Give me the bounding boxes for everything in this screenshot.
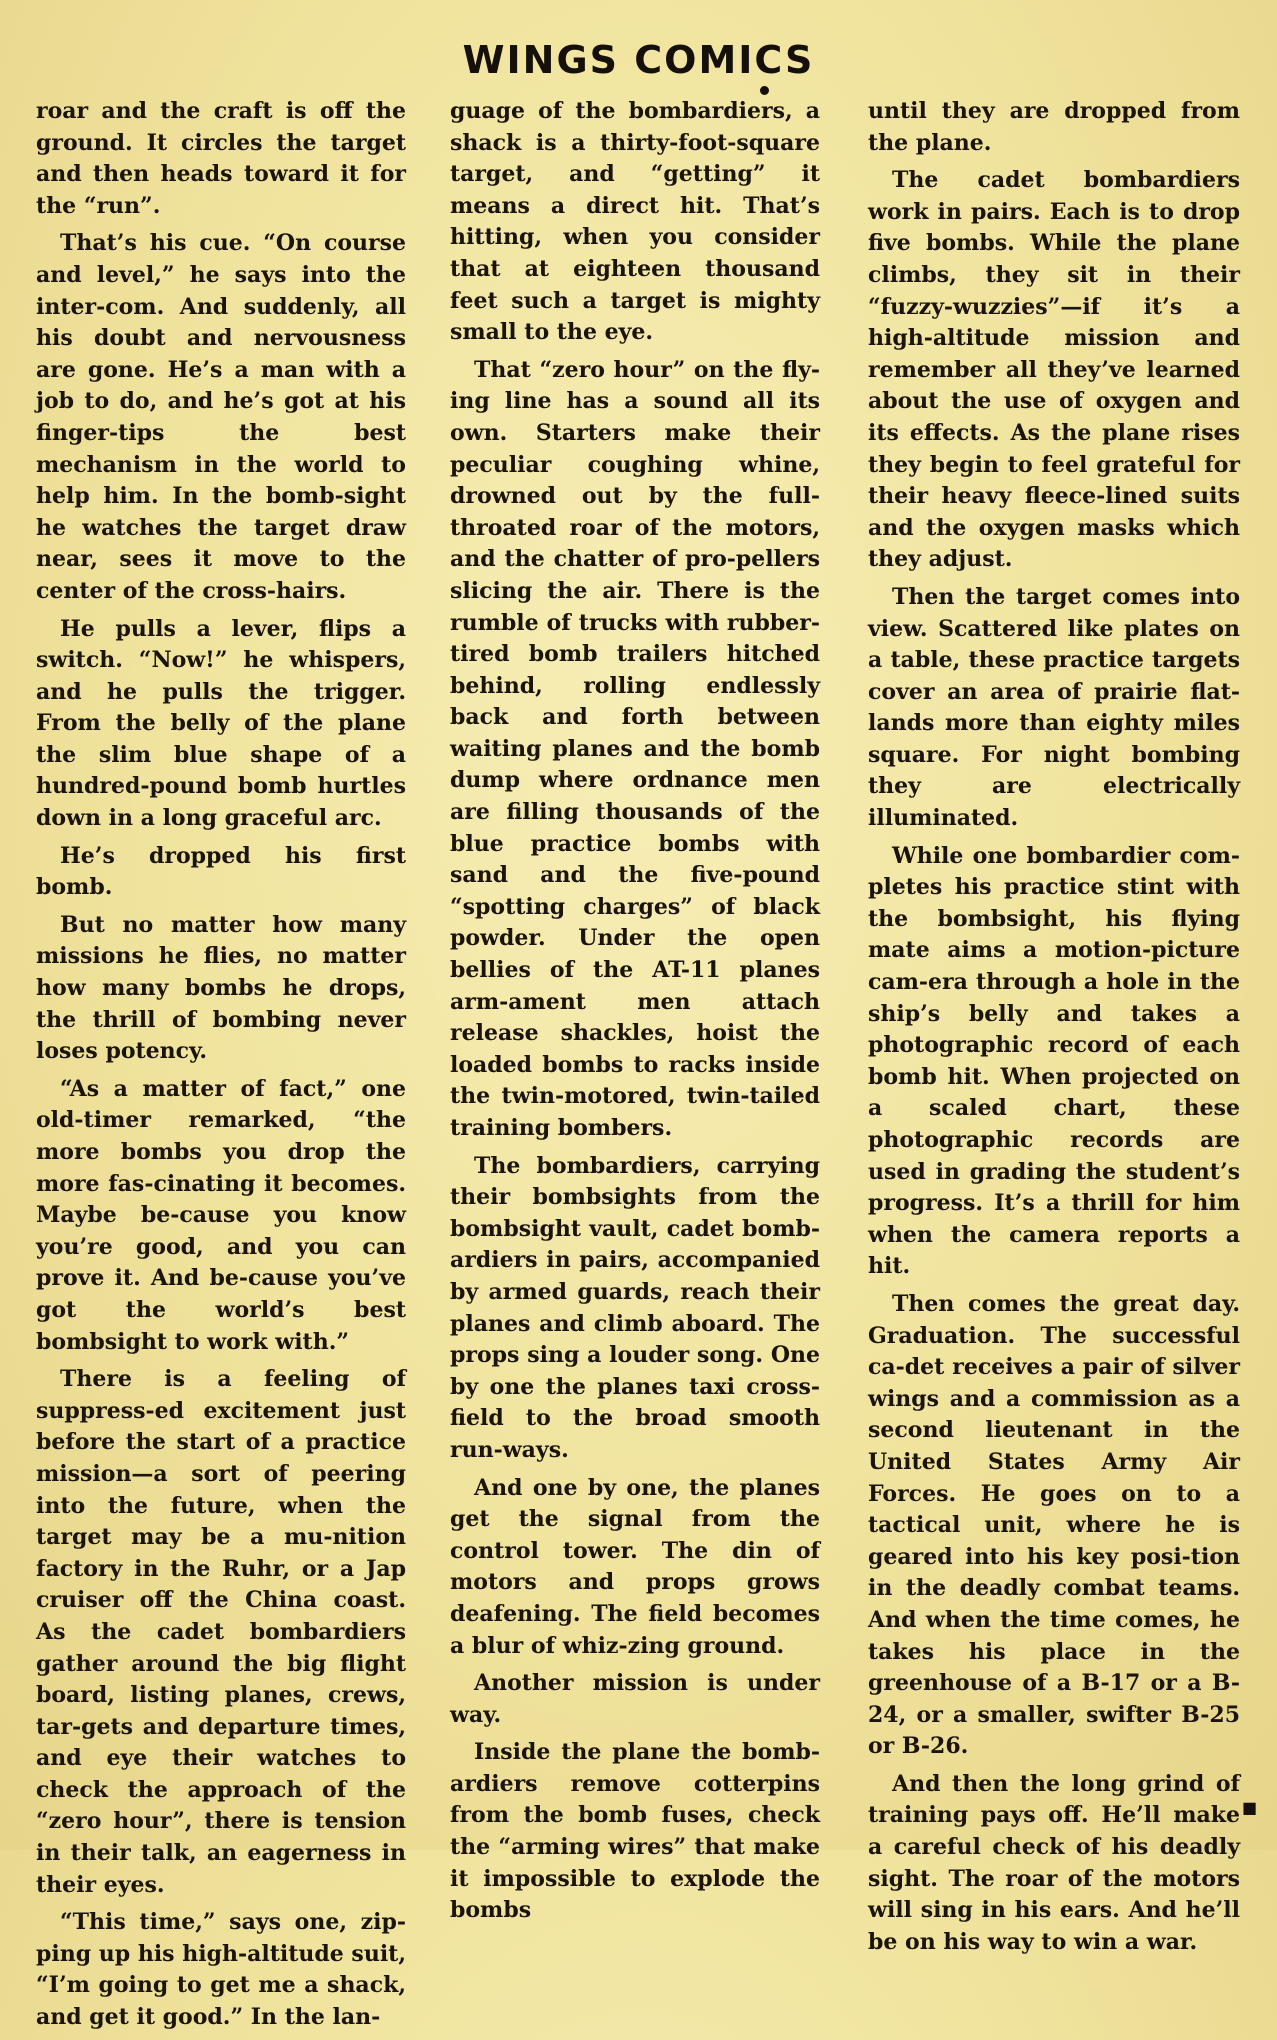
page-header-title: WINGS COMICS [462, 38, 815, 82]
paragraph: until they are dropped from the plane. [868, 98, 1240, 156]
paragraph: And one by one, the planes get the signal from the control tower. The din of motors and props grows deafening. The field becomes a blur of whiz-zing ground. [450, 1474, 820, 1659]
paragraph: Then the target comes into view. Scattered like plates on a table, these practice targets cover an area of prairie flat-lands more than eighty miles square. For night bombing they are electrically illuminated. [868, 583, 1240, 832]
paragraph: That’s his cue. “On course and level,” he says into the inter-com. And suddenly, all his doubt and nervousness are gone. He’s a man with a job to do, and he’s got at his finger-tips the best mechanism in the world to help him. In the bomb-sight he watches the target draw near, sees it move to the center of the cross-hairs. [36, 230, 406, 604]
paragraph: And then the long grind of training pays off. He’ll make a careful check of his deadly sight. The roar of the motors will sing in his ears. And he’ll be on his way to win a war. [868, 1770, 1240, 1955]
paragraph: There is a feeling of suppress-ed excitement just before the start of a practice mission—a sort of peering into the future, when the target may be a mu-nition factory in the Ruhr, or a Jap cruiser off the China coast. As the cadet bombardiers gather around the big flight board, listing planes, crews, tar-gets and departure times, and eye their watches to check the approach of the “zero hour”, there is tension in their talk, an eagerness in their eyes. [36, 1366, 406, 1898]
paragraph: But no matter how many missions he flies, no matter how many bombs he drops, the thrill of bombing never loses potency. [36, 911, 406, 1065]
paragraph: While one bombardier com-pletes his practice stint with the bombsight, his flying mate aims a motion-picture cam-era through a hole in the ship’s belly and takes a photographic record of each bomb hit. When projected on a scaled chart, these photographic records are used in grading the student’s progress. It’s a thrill for him when the camera reports a hit. [868, 842, 1240, 1280]
paragraph: The cadet bombardiers work in pairs. Each is to drop five bombs. While the plane climbs, they sit in their “fuzzy-wuzzies”—if it’s a high-altitude mission and remember all they’ve learned about the use of oxygen and its effects. As the plane rises they begin to feel grateful for their heavy fleece-lined suits and the oxygen masks which they adjust. [868, 167, 1240, 573]
paragraph: “This time,” says one, zip-ping up his high-altitude suit, “I’m going to get me a shack, and get it good.” In the lan- [36, 1909, 406, 2031]
text-column-1 [36, 96, 406, 2040]
paragraph: That “zero hour” on the fly-ing line has a sound all its own. Starters make their peculiar coughing whine, drowned out by the full-throated roar of the motors, and the chatter of pro-pellers slicing the air. There is the rumble of trucks with rubber-tired bomb trailers hitched behind, rolling endlessly back and forth between waiting planes and the bomb dump where ordnance men are filling thousands of the blue practice bombs with sand and the five-pound “spotting charges” of black powder. Under the open bellies of the AT-11 planes arm-ament men attach release shackles, hoist the loaded bombs to racks inside the twin-motored, twin-tailed training bombers. [450, 356, 820, 1141]
paragraph: guage of the bombardiers, a shack is a thirty-foot-square target, and “getting” it means a direct hit. That’s hitting, when you consider that at eighteen thousand feet such a target is mighty small to the eye. [450, 98, 820, 346]
paragraph: “As a matter of fact,” one old-timer remarked, “the more bombs you drop the more fas-cinating it becomes. Maybe be-cause you know you’re good, and you can prove it. And be-cause you’ve got the world’s best bombsight to work with.” [36, 1075, 406, 1355]
paragraph: roar and the craft is off the ground. It circles the target and then heads toward it for the “run”. [36, 98, 406, 219]
paragraph: The bombardiers, carrying their bombsights from the bombsight vault, cadet bomb-ardiers in pairs, accompanied by armed guards, reach their planes and climb aboard. The props sing a louder song. One by one the planes taxi cross-field to the broad smooth run-ways. [450, 1152, 820, 1463]
end-of-article-icon: ■ [1242, 1798, 1258, 1817]
paragraph: Another mission is under way. [450, 1670, 820, 1728]
header-bullet [760, 86, 769, 95]
text-column-3 [868, 96, 1240, 1964]
paragraph: He’s dropped his first bomb. [36, 842, 406, 901]
text-column-2 [450, 96, 820, 1933]
paragraph: He pulls a lever, flips a switch. “Now!” he whispers, and he pulls the trigger. From the belly of the plane the slim blue shape of a hundred-pound bomb hurtles down in a long graceful arc. [36, 615, 406, 832]
paragraph: Inside the plane the bomb-ardiers remove cotterpins from the bomb fuses, check the “arming wires” that make it impossible to explode the bombs [450, 1739, 820, 1924]
paragraph: Then comes the great day. Graduation. The successful ca-det receives a pair of silver wings and a commission as a second lieutenant in the United States Army Air Forces. He goes on to a tactical unit, where he is geared into his key posi-tion in the deadly combat teams. And when the time comes, he takes his place in the greenhouse of a B-17 or a B-24, or a smaller, swifter B-25 or B-26. [868, 1290, 1240, 1760]
